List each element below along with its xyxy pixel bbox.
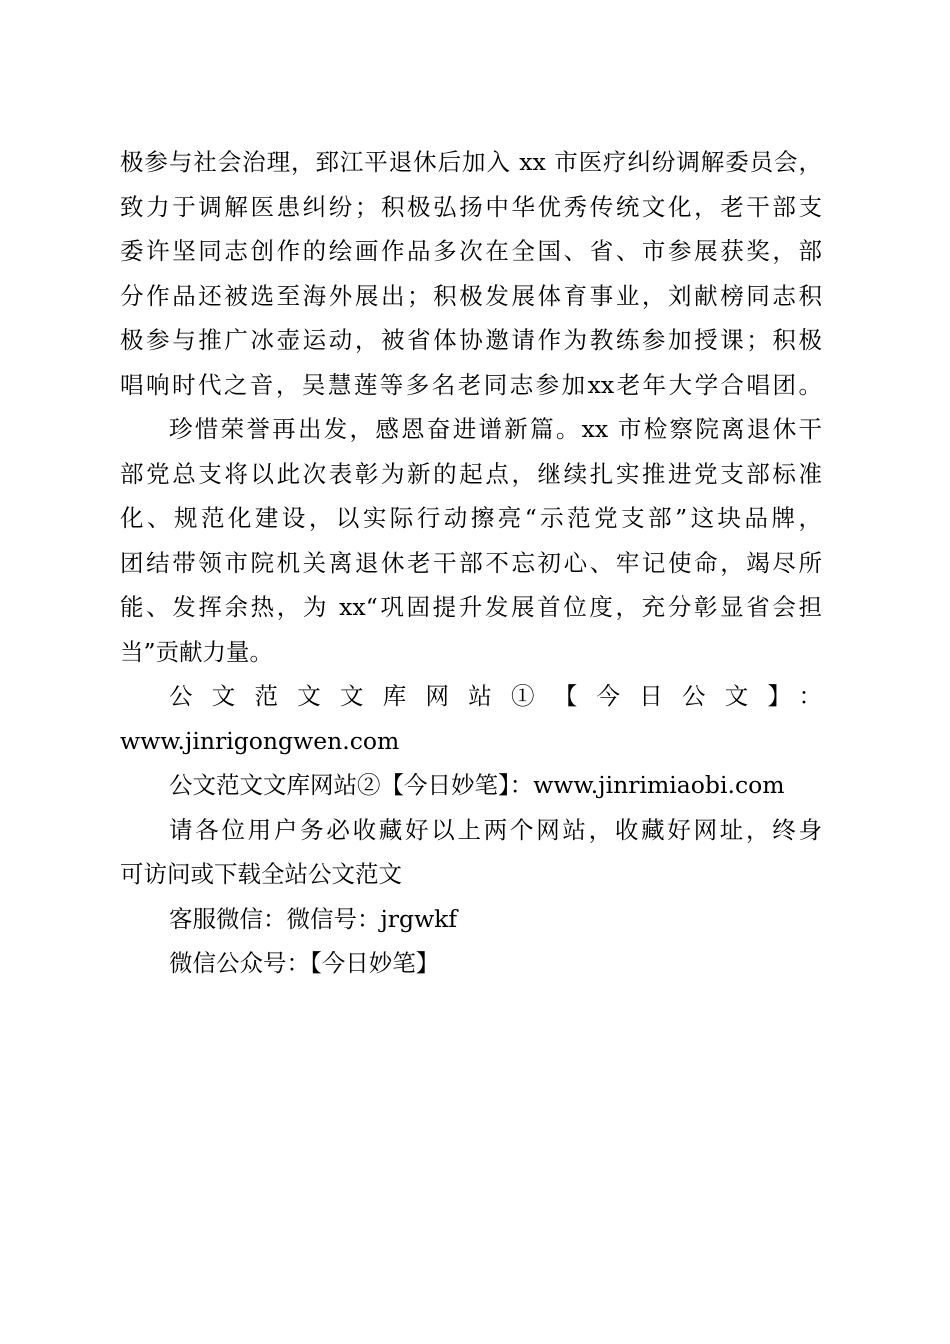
- text-line: 部党总支将以此次表彰为新的起点，继续扎实推进党支部标准: [120, 459, 822, 488]
- text-line: 化、规范化建设，以实际行动擦亮“示范党支部”这块品牌，: [120, 504, 822, 532]
- paragraph-closing: [120, 407, 822, 674]
- paragraph-social-activities: [120, 140, 822, 407]
- text-line: 唱响时代之音，吴慧莲等多名老同志参加xx老年大学合唱团。: [120, 370, 822, 399]
- service-wechat: 客服微信：微信号：jrgwkf: [169, 904, 458, 933]
- document-page: [120, 140, 822, 986]
- text-line: 分作品还被选至海外展出；积极发展体育事业，刘献榜同志积: [120, 281, 822, 310]
- text-line: 致力于调解医患纠纷；积极弘扬中华优秀传统文化，老干部支: [120, 192, 822, 221]
- notice-line: 请各位用户务必收藏好以上两个网站，收藏好网址，终身: [169, 815, 822, 844]
- official-account: 微信公众号：【今日妙笔】: [169, 949, 440, 977]
- text-line: 极参与推广冰壶运动，被省体协邀请作为教练参加授课；积极: [120, 326, 822, 354]
- text-line: 团结带领市院机关离退休老干部不忘初心、牢记使命，竭尽所: [120, 548, 822, 577]
- text-line: 珍惜荣誉再出发，感恩奋进谱新篇。xx 市检察院离退休干: [169, 415, 822, 443]
- site-2-line: 公文范文文库网站②【今日妙笔】：www.jinrimiaobi.com: [169, 771, 785, 799]
- text-line: 当”贡献力量。: [120, 637, 274, 666]
- footer-promo: [120, 674, 822, 986]
- text-line: 极参与社会治理，郅江平退休后加入 xx 市医疗纠纷调解委员会，: [120, 148, 822, 176]
- site-1-url: www.jinrigongwen.com: [120, 726, 400, 755]
- site-1-label: 公文范文文库网站①【今日公文】：: [169, 682, 822, 710]
- text-line: 委许坚同志创作的绘画作品多次在全国、省、市参展获奖，部: [120, 237, 822, 265]
- notice-line: 可访问或下载全站公文范文: [120, 860, 402, 888]
- text-line: 能、发挥余热，为 xx“巩固提升发展首位度，充分彰显省会担: [120, 593, 822, 621]
